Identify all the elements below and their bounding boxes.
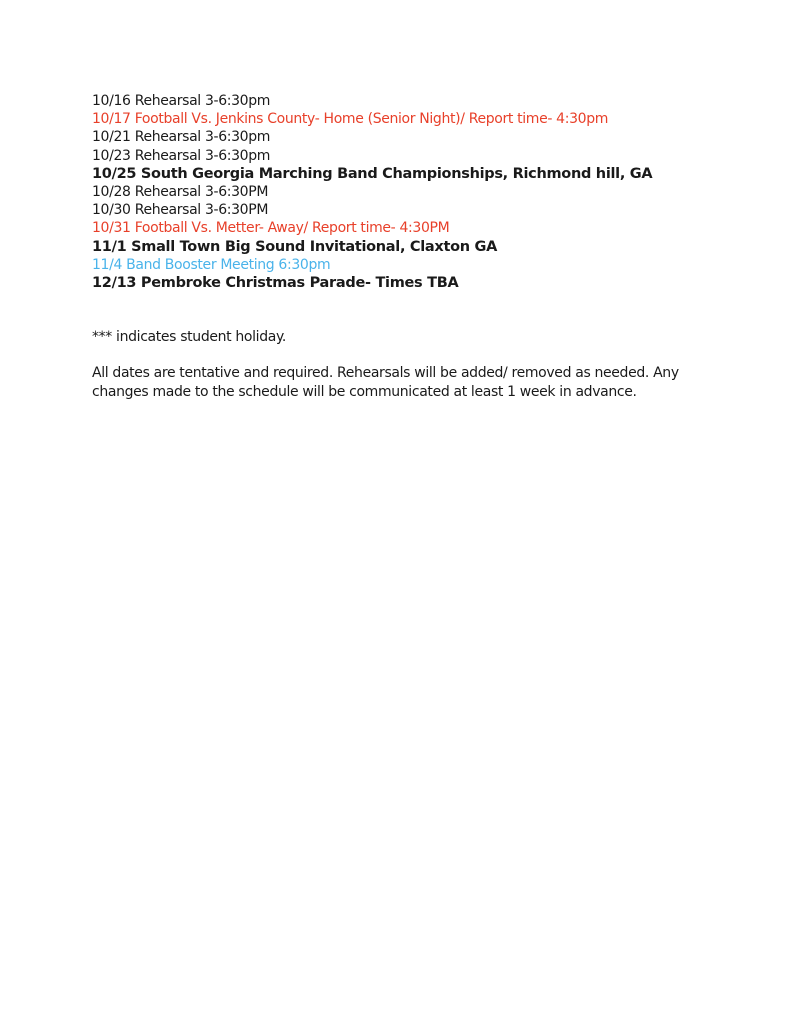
schedule-item: 12/13 Pembroke Christmas Parade- Times TBA — [92, 275, 459, 292]
schedule-item: 10/31 Football Vs. Metter- Away/ Report time- 4:30PM — [92, 220, 450, 237]
schedule-item: 10/23 Rehearsal 3-6:30pm — [92, 147, 271, 164]
schedule-item: 10/28 Rehearsal 3-6:30PM — [92, 184, 269, 201]
schedule-item: 10/30 Rehearsal 3-6:30PM — [92, 202, 269, 219]
schedule-item: 10/17 Football Vs. Jenkins County- Home (Senior Night)/ Report time- 4:30pm — [92, 111, 609, 128]
disclaimer-note: All dates are tentative and required. Rehearsals will be added/ removed as needed. Any changes made to the schedule will be communicated at least 1 week in advance. — [92, 365, 679, 400]
schedule-item: 10/21 Rehearsal 3-6:30pm — [92, 129, 271, 146]
schedule-list — [92, 92, 732, 292]
schedule-item: 10/25 South Georgia Marching Band Championships, Richmond hill, GA — [92, 165, 653, 182]
holiday-note: *** indicates student holiday. — [92, 329, 287, 346]
schedule-document — [92, 92, 732, 401]
schedule-item: 11/4 Band Booster Meeting 6:30pm — [92, 256, 331, 273]
schedule-item: 11/1 Small Town Big Sound Invitational, Claxton GA — [92, 238, 498, 255]
schedule-item: 10/16 Rehearsal 3-6:30pm — [92, 93, 271, 109]
